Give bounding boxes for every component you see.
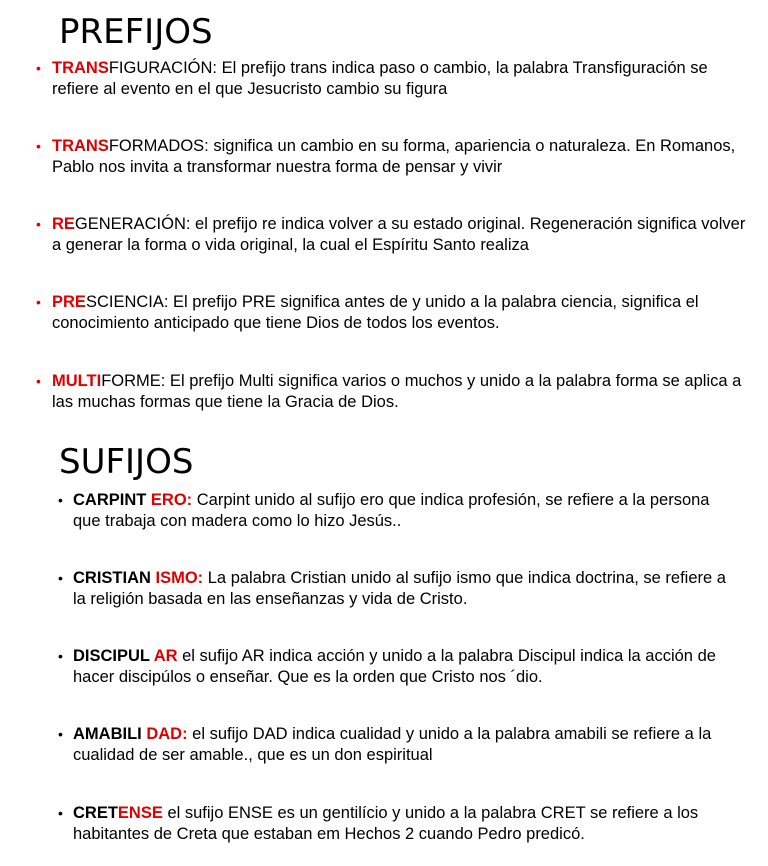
bullet-icon: • (36, 138, 41, 154)
prefijos-heading: PREFIJOS (59, 12, 213, 52)
bullet-icon: • (58, 726, 63, 742)
word-root: AMABILI (73, 725, 147, 743)
suffix-description: Carpint unido al sufijo ero que indica profesión, se refiere a la persona que trabaja con madera como lo hizo Jesús.. (73, 491, 710, 530)
suffix-description: el sufijo DAD indica cualidad y unido a la palabra amabili se refiere a la cualidad de ser amable., que es un don espiritual (73, 725, 712, 764)
prefix-item-trans (36, 58, 752, 100)
prefix-item-pre (36, 292, 752, 334)
prefix-description: FORMADOS: significa un cambio en su forma, apariencia o naturaleza. En Romanos, Pablo nos invita a transformar nuestra forma de pensar y vivir (52, 137, 736, 176)
prefix-description: FIGURACIÓN: El prefijo trans indica paso o cambio, la palabra Transfiguración se refiere al evento en el que Jesucristo cambio su figura (52, 59, 708, 98)
prefix-description: GENERACIÓN: el prefijo re indica volver a su estado original. Regeneración significa volver a generar la forma o vida original, la cual el Espíritu Santo realiza (52, 215, 746, 254)
suffix-description: La palabra Cristian unido al sufijo ismo que indica doctrina, se refiere a la religión basada en las enseñanzas y vida de Cristo. (73, 569, 726, 608)
suffix-highlight: AR (153, 647, 178, 665)
bullet-icon: • (36, 60, 41, 76)
prefix-highlight: TRANS (52, 137, 109, 155)
prefix-highlight: RE (52, 215, 75, 233)
bullet-icon: • (58, 648, 63, 664)
prefix-item-re (36, 214, 752, 256)
suffix-highlight: ERO: (150, 491, 193, 509)
word-root: CRET (73, 804, 118, 822)
prefix-highlight: MULTI (52, 372, 102, 390)
prefix-highlight: TRANS (52, 59, 109, 77)
suffix-highlight: DAD: (146, 725, 188, 743)
prefix-description: SCIENCIA: El prefijo PRE significa antes de y unido a la palabra ciencia, significa el conocimiento anticipado que tiene Dios de todos los eventos. (52, 293, 699, 332)
suffix-item-ense (58, 803, 733, 845)
prefix-item-multi (36, 371, 752, 413)
bullet-icon: • (36, 373, 41, 389)
word-root: CARPINT (73, 491, 151, 509)
suffix-description: el sufijo AR indica acción y unido a la palabra Discipul indica la acción de hacer discipúlos o enseñar. Que es la orden que Cristo nos ´dio. (73, 647, 716, 686)
bullet-icon: • (36, 216, 41, 232)
bullet-icon: • (58, 805, 63, 821)
suffix-item-ero (58, 490, 733, 532)
suffix-highlight: ISMO: (155, 569, 204, 587)
suffix-description: el sufijo ENSE es un gentilício y unido a la palabra CRET se refiere a los habitantes de Creta que estaban em Hechos 2 cuando Pedro predicó. (73, 804, 699, 843)
prefix-item-trans (36, 136, 752, 178)
prefix-description: FORME: El prefijo Multi significa varios o muchos y unido a la palabra forma se aplica a las muchas formas que tiene la Gracia de Dios. (52, 372, 742, 411)
bullet-icon: • (36, 294, 41, 310)
suffix-item-ismo (58, 568, 733, 610)
sufijos-heading: SUFIJOS (59, 442, 194, 482)
bullet-icon: • (58, 570, 63, 586)
word-root: CRISTIAN (73, 569, 156, 587)
bullet-icon: • (58, 492, 63, 508)
suffix-item-dad (58, 724, 733, 766)
suffix-highlight: ENSE (117, 804, 163, 822)
suffix-item-ar (58, 646, 733, 688)
prefix-highlight: PRE (52, 293, 86, 311)
word-root: DISCIPUL (73, 647, 154, 665)
